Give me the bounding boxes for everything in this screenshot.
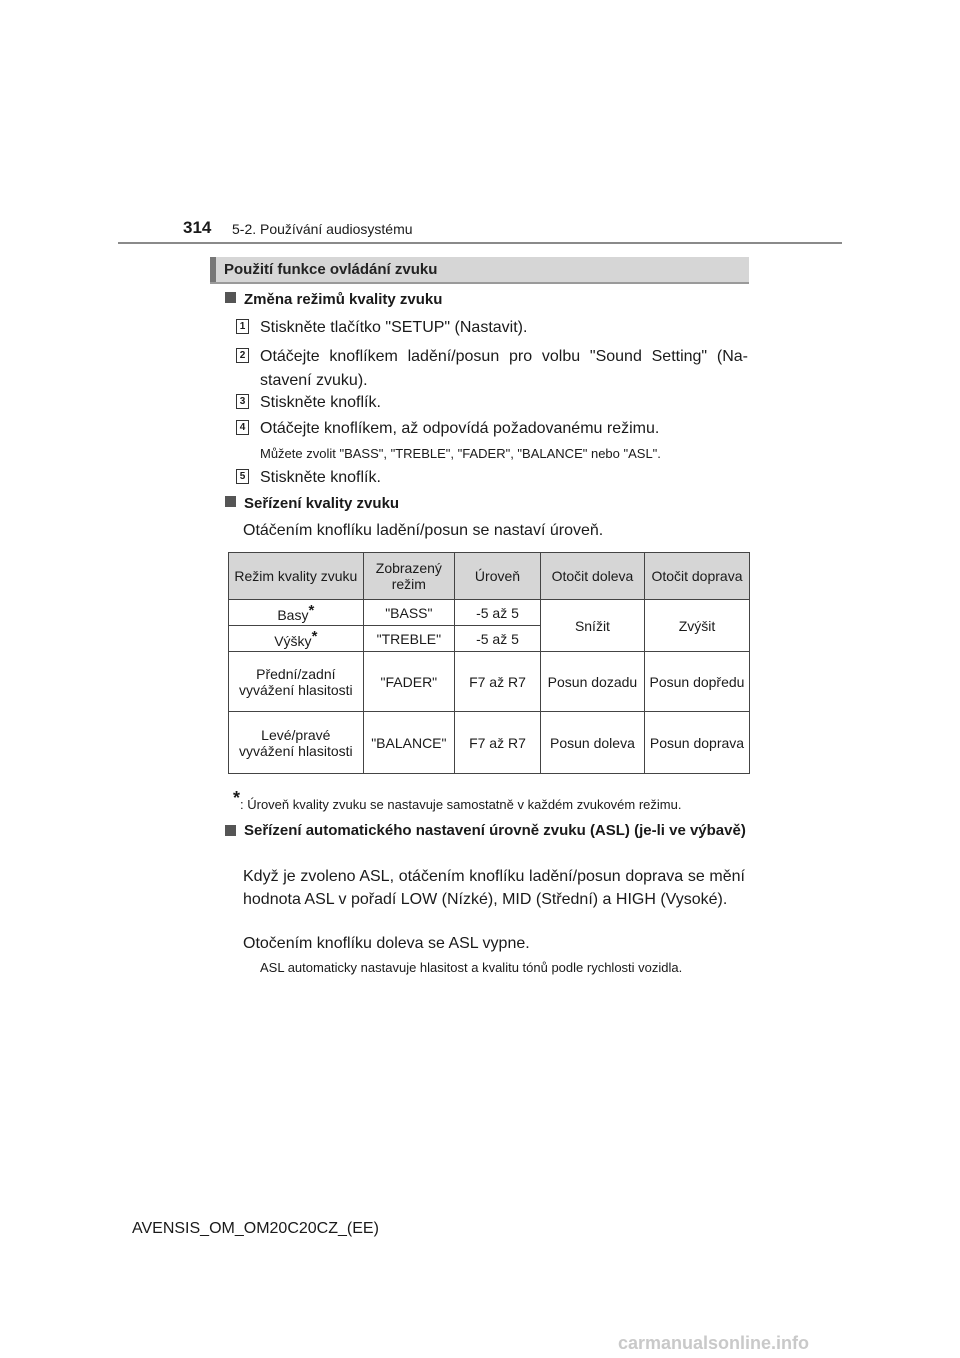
cell-turn-left: Posun doleva [540,712,644,774]
step-number: 4 [236,420,249,435]
step-text: Otáčejte knoflíkem ladění/posun pro volbu "Sound Setting" (Na-stavení zvuku). [260,348,748,389]
cell-turn-right: Zvýšit [644,600,749,652]
step-text: Otáčejte knoflíkem, až odpovídá požadovanému režimu. [260,420,660,437]
step-4 [236,417,748,441]
watermark: carmanualsonline.info [618,1333,810,1353]
cell-mode: Levé/pravé vyvážení hlasitosti [229,712,364,774]
header-turn-right: Otočit doprava [644,553,749,600]
cell-mode: Výšky* [229,626,364,652]
table-row [229,652,750,712]
subheading-mode-change: Změna režimů kvality zvuku [225,291,442,308]
cell-turn-left: Snížit [540,600,644,652]
subheading-asl: Seřízení automatického nastavení úrovně zvuku (ASL) (je-li ve výbavě) [225,819,750,842]
header-display: Zobrazený režim [363,553,454,600]
step-text: Stiskněte knoflík. [260,469,381,486]
header-level: Úroveň [455,553,541,600]
step-2 [236,345,748,393]
mode-note: Můžete zvolit "BASS", "TREBLE", "FADER", "BALANCE" nebo "ASL". [260,446,661,461]
step-number: 5 [236,469,249,484]
cell-mode: Přední/zadní vyvážení hlasitosti [229,652,364,712]
asl-note: ASL automaticky nastavuje hlasitost a kvalitu tónů podle rychlosti vozidla. [260,960,683,975]
step-number: 2 [236,348,249,363]
cell-mode: Basy* [229,600,364,626]
table-row [229,600,750,626]
cell-display: "TREBLE" [363,626,454,652]
subheading-quality-adjust: Seřízení kvality zvuku [225,495,399,512]
step-number: 1 [236,319,249,334]
section-header [210,257,749,284]
section-title: Použití funkce ovládání zvuku [224,261,438,278]
table-header-row [229,553,750,600]
header-turn-left: Otočit doleva [540,553,644,600]
step-5 [236,466,748,490]
square-bullet-icon [225,292,236,303]
chapter-title: 5-2. Používání audiosystému [232,221,413,237]
header-mode: Režim kvality zvuku [229,553,364,600]
quality-adjust-text: Otáčením knoflíku ladění/posun se nastaví úroveň. [243,522,604,539]
document-code: AVENSIS_OM_OM20C20CZ_(EE) [132,1220,379,1237]
cell-display: "BASS" [363,600,454,626]
step-number: 3 [236,394,249,409]
cell-display: "FADER" [363,652,454,712]
section-header-bar [210,257,216,282]
cell-turn-right: Posun doprava [644,712,749,774]
table-row [229,712,750,774]
cell-level: -5 až 5 [455,600,541,626]
step-3 [236,391,748,415]
sound-quality-table [228,552,750,774]
cell-level: F7 až R7 [455,652,541,712]
header-rule [118,242,842,244]
table-footnote: *: Úroveň kvality zvuku se nastavuje samostatně v každém zvukovém režimu. [233,788,682,812]
page-number: 314 [183,218,212,237]
footnote-mark: * [233,788,241,808]
square-bullet-icon [225,825,236,836]
asl-paragraph-2: Otočením knoflíku doleva se ASL vypne. [243,935,530,952]
cell-turn-right: Posun dopředu [644,652,749,712]
cell-level: F7 až R7 [455,712,541,774]
step-text: Stiskněte tlačítko "SETUP" (Nastavit). [260,319,528,336]
square-bullet-icon [225,496,236,507]
cell-level: -5 až 5 [455,626,541,652]
cell-turn-left: Posun dozadu [540,652,644,712]
cell-display: "BALANCE" [363,712,454,774]
step-1 [236,316,748,340]
step-text: Stiskněte knoflík. [260,394,381,411]
asl-paragraph-1: Když je zvoleno ASL, otáčením knoflíku ladění/posun doprava se mění hodnota ASL v pořadí LOW (Nízké), MID (Střední) a HIGH (Vysoké). [243,868,745,908]
